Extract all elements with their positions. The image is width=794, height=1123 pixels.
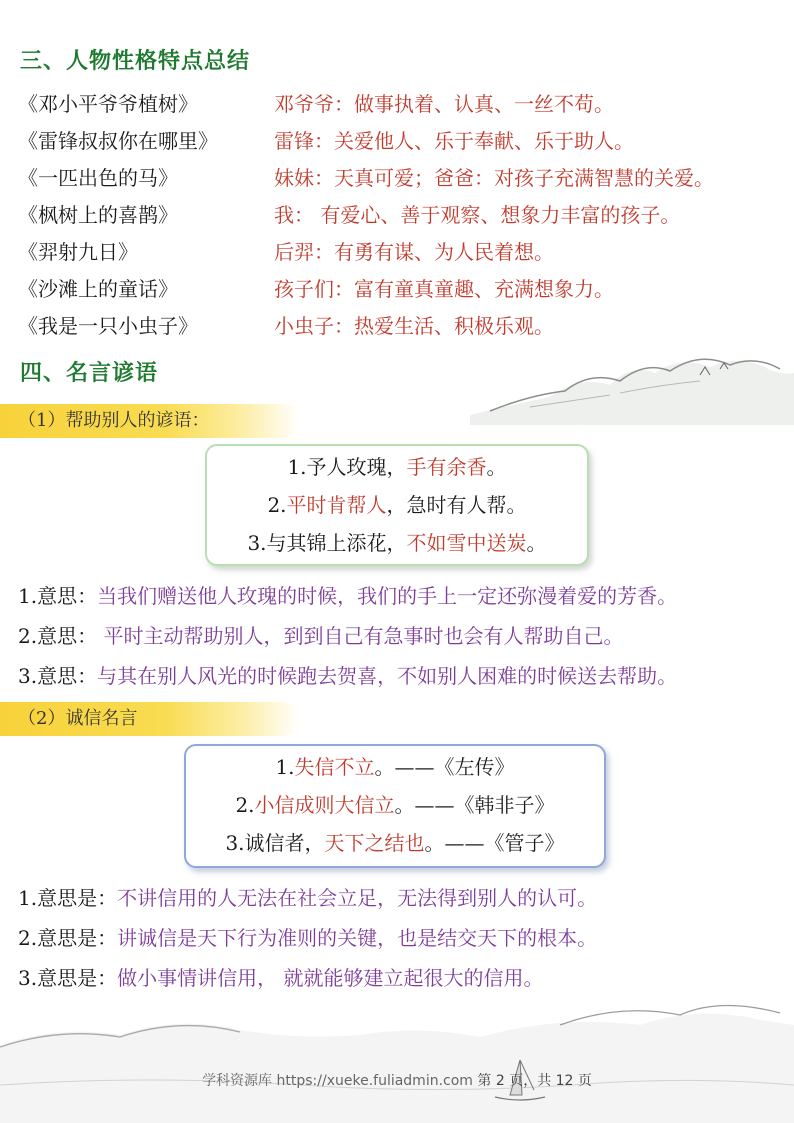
proverb-line <box>207 448 587 486</box>
quote-line <box>186 786 604 824</box>
trait-description: 孩子们：富有童真童趣、充满想象力。 <box>274 277 614 301</box>
book-title: 《羿射九日》 <box>18 240 138 264</box>
quote-highlight: 小信成则大信立 <box>254 793 395 817</box>
proverb-text: 1.予人玫瑰， <box>287 455 407 479</box>
meaning-text: 平时主动帮助别人，到到自己有急事时也会有人帮助自己。 <box>97 624 624 648</box>
book-title: 《邓小平爷爷植树》 <box>18 92 198 116</box>
proverb-text: 。 <box>486 455 507 479</box>
meaning-label: 3.意思是： <box>18 966 118 990</box>
subsection-tag-honesty-quotes: （2）诚信名言 <box>0 702 300 736</box>
meaning-text: 做小事情讲信用， 就就能够建立起很大的信用。 <box>117 966 544 990</box>
quote-line <box>186 824 604 862</box>
proverb-line <box>207 486 587 524</box>
meaning-label: 1.意思是： <box>18 886 118 910</box>
page-number: 第 2 页，共 12 页 <box>477 1073 592 1089</box>
meaning-line <box>18 620 623 649</box>
book-title: 《我是一只小虫子》 <box>18 314 198 338</box>
meaning-text: 讲诚信是天下行为准则的关键，也是结交天下的根本。 <box>117 926 598 950</box>
proverb-text: 3.与其锦上添花， <box>247 531 407 555</box>
watermark-text: 学科资源库 https://xueke.fuliadmin.com <box>202 1073 473 1089</box>
book-title: 《雷锋叔叔你在哪里》 <box>18 129 218 153</box>
meaning-text: 当我们赠送他人玫瑰的时候，我们的手上一定还弥漫着爱的芳香。 <box>97 584 678 608</box>
meaning-label: 3.意思： <box>18 664 98 688</box>
meaning-text: 不讲信用的人无法在社会立足，无法得到别人的认可。 <box>117 886 598 910</box>
meaning-line <box>18 922 597 951</box>
book-title: 《枫树上的喜鹊》 <box>18 203 178 227</box>
quote-text: 。——《左传》 <box>374 755 515 779</box>
book-title: 《沙滩上的童话》 <box>18 277 178 301</box>
quote-text: 。——《韩非子》 <box>394 793 555 817</box>
quote-text: 3.诚信者， <box>225 831 325 855</box>
proverbs-box-helping <box>205 444 589 566</box>
bottom-landscape-decoration <box>0 985 794 1123</box>
page-footer <box>0 1070 794 1090</box>
meaning-text: 与其在别人风光的时候跑去贺喜，不如别人困难的时候送去帮助。 <box>97 664 678 688</box>
proverb-highlight: 不如雪中送炭 <box>406 531 527 555</box>
proverbs-box-honesty <box>184 744 606 868</box>
trait-description: 我： 有爱心、善于观察、想象力丰富的孩子。 <box>274 203 681 227</box>
proverb-highlight: 手有余香 <box>406 455 487 479</box>
meaning-label: 2.意思： <box>18 624 98 648</box>
quote-text: 1. <box>275 755 295 779</box>
section-title-character-traits: 三、人物性格特点总结 <box>20 49 251 74</box>
quote-text: 2. <box>235 793 255 817</box>
meaning-line <box>18 962 543 991</box>
proverb-text: 。 <box>526 531 547 555</box>
proverb-text: 2. <box>267 493 287 517</box>
proverb-highlight: 平时肯帮人 <box>286 493 387 517</box>
subsection-tag-helping-proverbs: （1）帮助别人的谚语： <box>0 404 300 438</box>
mountain-ink-decoration <box>470 345 794 425</box>
meaning-line <box>18 580 677 609</box>
meaning-label: 2.意思是： <box>18 926 118 950</box>
trait-description: 雷锋：关爱他人、乐于奉献、乐于助人。 <box>274 129 634 153</box>
proverb-line <box>207 524 587 562</box>
quote-highlight: 失信不立 <box>294 755 375 779</box>
book-title: 《一匹出色的马》 <box>18 166 178 190</box>
trait-description: 邓爷爷：做事执着、认真、一丝不苟。 <box>274 92 614 116</box>
quote-highlight: 天下之结也 <box>324 831 425 855</box>
trait-description: 妹妹：天真可爱；爸爸：对孩子充满智慧的关爱。 <box>274 166 714 190</box>
meaning-line <box>18 882 597 911</box>
quote-line <box>186 748 604 786</box>
proverb-text: ，急时有人帮。 <box>386 493 527 517</box>
trait-description: 小虫子：热爱生活、积极乐观。 <box>274 314 554 338</box>
quote-text: 。——《管子》 <box>424 831 565 855</box>
meaning-line <box>18 660 677 689</box>
trait-description: 后羿：有勇有谋、为人民着想。 <box>274 240 554 264</box>
section-title-proverbs: 四、名言谚语 <box>20 361 159 386</box>
meaning-label: 1.意思： <box>18 584 98 608</box>
